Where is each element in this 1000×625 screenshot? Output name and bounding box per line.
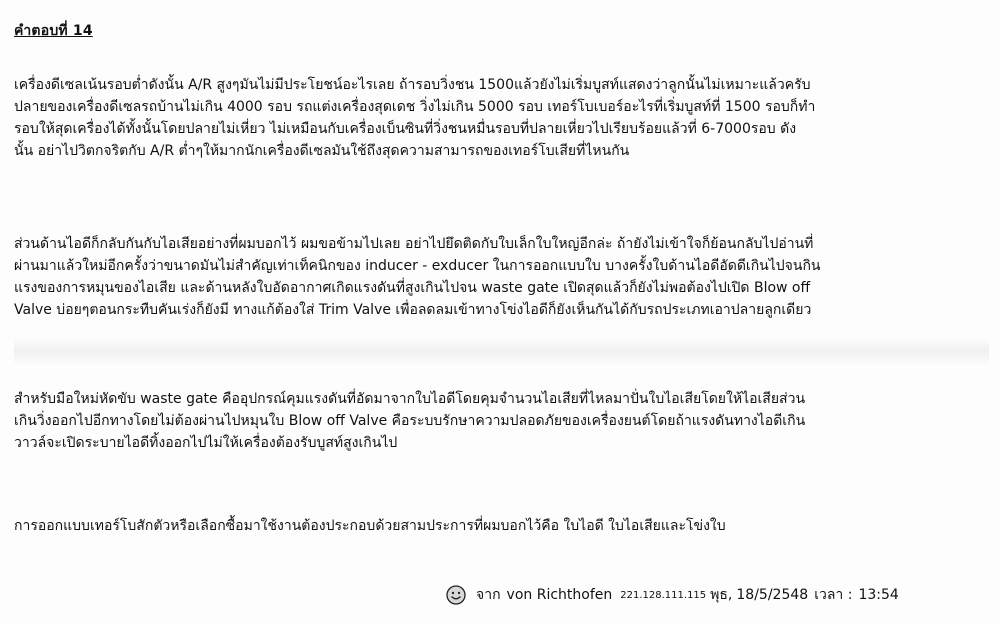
paragraph-intake-side bbox=[14, 233, 989, 321]
post-date: 18/5/2548 bbox=[736, 587, 809, 603]
paragraph-line: ผ่านมาแล้วใหม่อีกครั้งว่าขนาดมันไม่สำคัญเท่าเท็คนิกของ inducer - exducer ในการออกแบบใบ บางครั้งใบด้านไอดีอัดดีเกินไปจนกิน bbox=[14, 258, 821, 274]
post-day: พุธ, bbox=[710, 587, 733, 603]
paragraph-line: วาวล์จะเปิดระบายไอดีทิ้งออกไปไม่ให้เครื่องต้องรับบูสท์สูงเกินไป bbox=[14, 435, 398, 451]
paragraph-line: เครื่องดีเซลเน้นรอบต่ำดังนั้น A/R สูงๆมันไม่มีประโยชน์อะไรเลย ถ้ารอบวิ่งชน 1500แล้วยังไม่เริ่มบูสท์แสดงว่าลูกนั้นไม่เหมาะแล้วครับ bbox=[14, 77, 811, 93]
paragraph-line: รอบให้สุดเครื่องได้ทั้งนั้นโดยปลายไม่เหี่ยว ไม่เหมือนกับเครื่องเบ็นซินที่วิ่งชนหมื่นรอบที่ปลายเหี่ยวไปเรียบร้อยแล้วที่ 6-7000รอบ ดัง bbox=[14, 121, 797, 137]
paragraph-waste-gate bbox=[14, 388, 989, 454]
author-name: von Richthofen bbox=[506, 587, 613, 603]
signature-prefix: จาก bbox=[476, 587, 501, 603]
signature-line bbox=[446, 584, 899, 606]
paragraph-line: ส่วนด้านไอดีก็กลับกันกับไอเสียอย่างที่ผมบอกไว้ ผมขอข้ามไปเลย อย่าไปยึดติดกับใบเล็กใบใหญ่อีกล่ะ ถ้ายังไม่เข้าใจก็ย้อนกลับไปอ่านที่ bbox=[14, 236, 814, 252]
paragraph-line: สำหรับมือใหม่หัดขับ waste gate คืออุปกรณ์คุมแรงดันที่อัดมาจากใบไอดีโดยคุมจำนวนไอเสียที่ไหลมาปั่นใบไอเสียโดยให้ไอเสียส่วน bbox=[14, 391, 806, 407]
answer-heading: คำตอบที่ 14 bbox=[14, 23, 93, 39]
paragraph-line: การออกแบบเทอร์โบสักตัวหรือเลือกซื้อมาใช้งานต้องประกอบด้วยสามประการที่ผมบอกไว้คือ ใบไอดี ใบไอเสียและโข่งใบ bbox=[14, 518, 726, 534]
paragraph-line: เกินวิ่งออกไปอีกทางโดยไม่ต้องผ่านไปหมุนใบ Blow off Valve คือระบบรักษาความปลอดภัยของเครื่องยนต์โดยถ้าแรงดันทางไอดีเกิน bbox=[14, 413, 806, 429]
paragraph-turbo-design bbox=[14, 515, 989, 537]
time-label: เวลา : bbox=[814, 587, 853, 603]
smiley-face-icon bbox=[446, 585, 466, 605]
paragraph-diesel-ar bbox=[14, 74, 989, 162]
post-time: 13:54 bbox=[858, 587, 899, 603]
author-ip: 221.128.111.115 bbox=[620, 589, 707, 601]
paragraph-line: ปลายของเครื่องดีเซลรถบ้านไม่เกิน 4000 รอบ รถแต่งเครื่องสุดเดช วิ่งไม่เกิน 5000 รอบ เทอร์โบเบอร์อะไรที่เริ่มบูสท์ที่ 1500 รอบก็ทำ bbox=[14, 99, 816, 115]
paragraph-line: Valve บ่อยๆตอนกระทืบคันเร่งก็ยังมี ทางแก้ต้องใส่ Trim Valve เพื่อลดลมเข้าทางโข่งไอดีก็ยังเห็นกันได้กับรถประเภทเอาปลายลูกเดียว bbox=[14, 302, 812, 318]
scan-smudge bbox=[14, 338, 989, 366]
paragraph-line: แรงของการหมุนของไอเสีย และด้านหลังใบอัดอากาศเกิดแรงดันที่สูงเกินไปจน waste gate เปิดสุดแล้วก็ยังไม่พอต้องไปเปิด Blow off bbox=[14, 280, 811, 296]
paragraph-line: นั้น อย่าไปวิตกจริตกับ A/R ต่ำๆให้มากนักเครื่องดีเซลมันใช้ถึงสุดความสามารถของเทอร์โบเสียที่ไหนกัน bbox=[14, 143, 630, 159]
